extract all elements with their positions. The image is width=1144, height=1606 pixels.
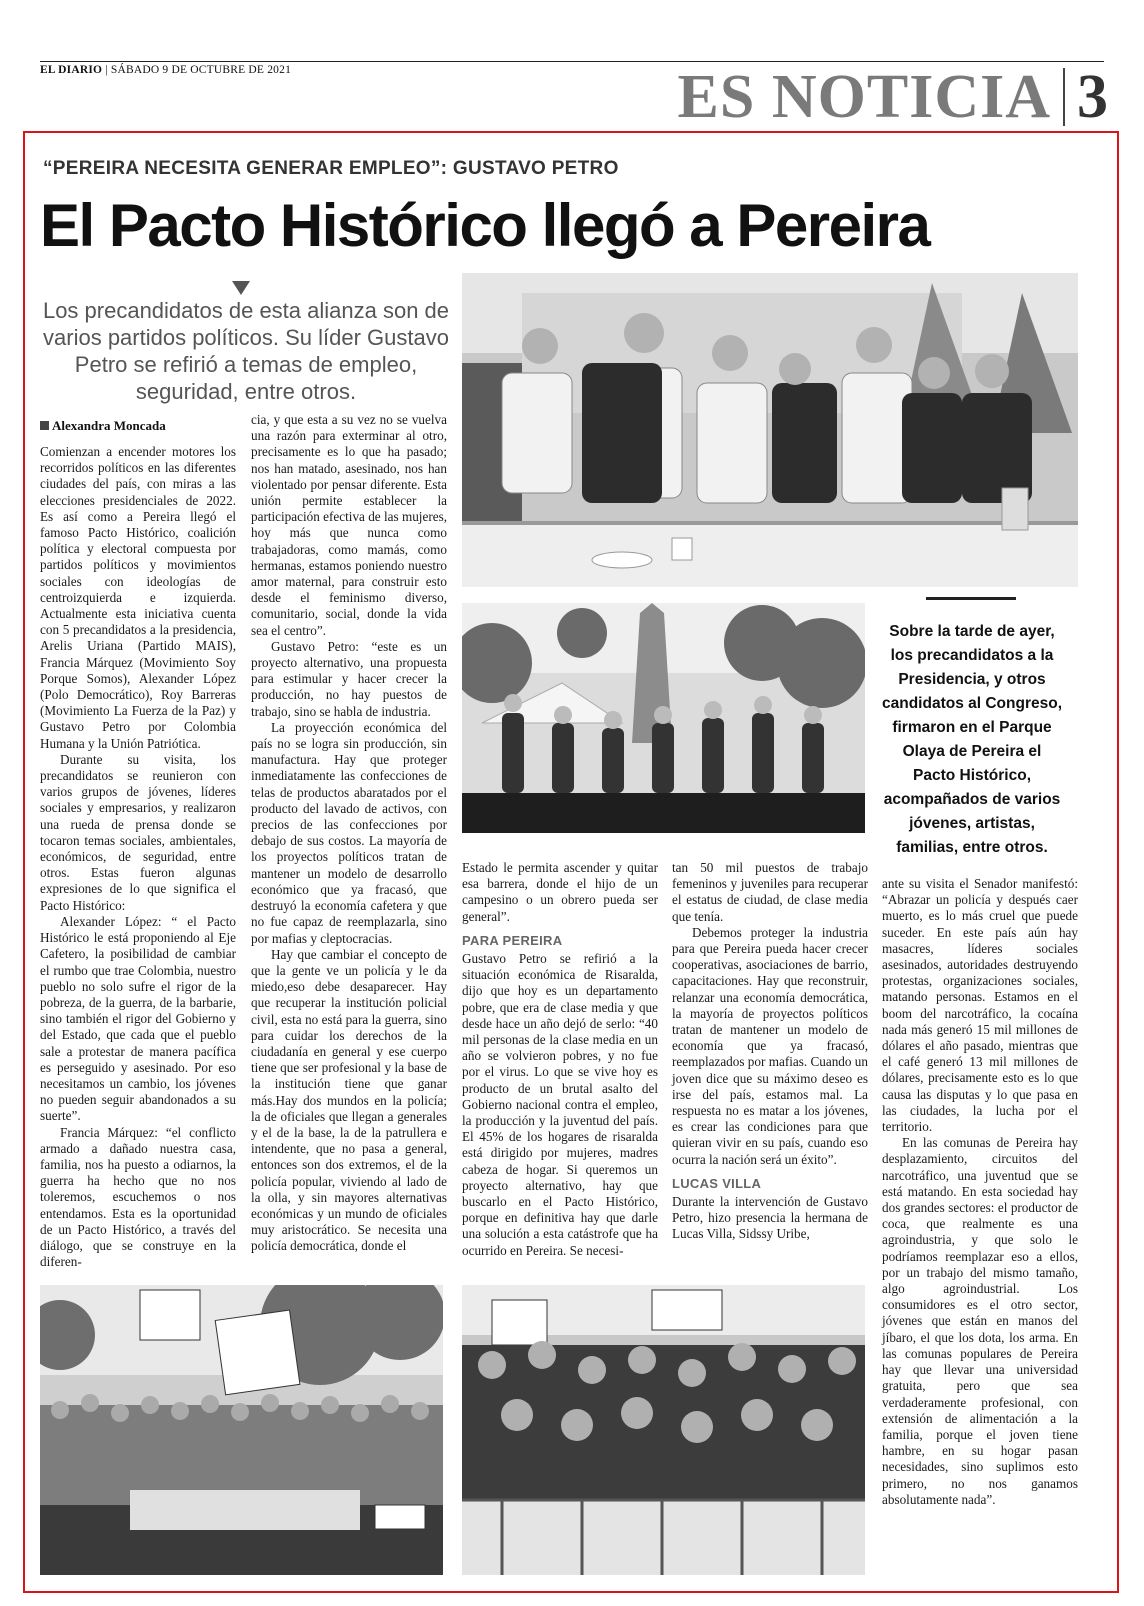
- paragraph: tan 50 mil puestos de trabajo femeninos y juveniles para recuperar el estatus de ciudad, de clase media que tenía.: [672, 860, 868, 924]
- text-column-5: [882, 876, 1078, 1508]
- masthead-info: [40, 64, 291, 76]
- text-column-3: [462, 860, 658, 1259]
- section-divider: [1063, 68, 1065, 126]
- section-name: ES NOTICIA: [677, 63, 1051, 131]
- pull-quote: Sobre la tarde de ayer, los precandidatos a la Presidencia, y otros candidatos al Congreso, firmaron en el Parque Olaya de Pereira el Pacto Histórico, acompañados de varios jóvenes, artistas, familias, entre otros.: [882, 623, 1063, 856]
- paragraph: Alexander López: “ el Pacto Histórico le está proponiendo al Eje Cafetero, la posibilidad de cambiar el rumbo que trae Colombia, nuestro pueblo no solo sufre el rigor de la pobreza, de la guerra, de la barbarie, sino también el rigor del Gobierno y del Estado, que cada que el pueblo sale a protestar de manera pacífica es perseguido y asesinado. Por eso necesitamos un cambio, los jóvenes no pueden seguir abandonados a su suerte”.: [40, 913, 236, 1124]
- paragraph: Gustavo Petro: “este es un proyecto alternativo, una propuesta para estimular y hacer crecer la producción, no hay puestos de trabajo, sino se habla de industria.: [251, 638, 447, 719]
- text-column-2: [251, 412, 447, 1255]
- paragraph: Gustavo Petro se refirió a la situación económica de Risaralda, dijo que hoy es un departamento pobre, que era de clase media y que desde hace un año dejó de serlo: “40 mil personas de la clase media en un año se volvieron pobres, y no fue por el virus. Lo que se vive hoy es producto de un brutal asalto del Gobierno nacional contra el empleo, la producción y la juventud del país. El 45% de los hogares de risaralda está dirigido por mujeres, madres cabeza de hogar. Si queremos un proyecto alternativo, hay que buscarlo en el Pacto Histórico, porque en definitiva hay que darle una solución a esta catástrofe que ha ocurrido en Pereira. Se necesi-: [462, 951, 658, 1258]
- article-headline: El Pacto Histórico llegó a Pereira: [40, 192, 930, 259]
- paragraph: ante su visita el Senador manifestó: “Abrazar un policía y después caer muerto, es lo más cruel que puede suceder. En este país aún hay masacres, líderes sociales asesinados, autoridades destruyendo protestas, organizaciones sociales, matando personas. Estamos en el boom del narcotráfico, la cocaína nada más generó 15 mil millones de dólares el año pasado, mientras que el café generó 13 mil millones de dólares, precisamente esto es lo que causa las disputas y lo que pasa en las ciudades, la lucha por el territorio.: [882, 876, 1078, 1135]
- pull-quote-rule: [926, 597, 1016, 600]
- paragraph: Debemos proteger la industria para que Pereira pueda hacer crecer cooperativas, asociaciones de barrio, capacitaciones. Hay que reconstruir, relanzar una economía democrática, la mayoría de proyectos políticos tratan de mantener un modelo de economía que ya fracasó, reemplazados por mafias. Cuando un joven dice que su máximo deseo es irse del país, estamos mal. La respuesta no es matar a los jóvenes, es crear las condiciones para que quieran vivir en su país, cuando eso ocurra la nación será un éxito”.: [672, 924, 868, 1167]
- photo-candidates-group: [462, 273, 1078, 587]
- page-number: 3: [1077, 63, 1108, 131]
- text-column-1: [40, 444, 236, 1270]
- text-column-4: [672, 860, 868, 1243]
- paragraph: Durante la intervención de Gustavo Petro, hizo presencia la hermana de Lucas Villa, Sidssy Uribe,: [672, 1194, 868, 1242]
- photo-crowd-left: [40, 1285, 443, 1575]
- paragraph: Francia Márquez: “el conflicto armado a dañado nuestra casa, familia, nos ha puesto a odiarnos, la guerra ha hecho que no nos toleremos, escuchemos o nos entendamos. Esta es la oportunidad de un Pacto Histórico, a través del diálogo, que se construye en la diferen-: [40, 1124, 236, 1270]
- triangle-down-icon: [232, 281, 250, 295]
- paragraph: Durante su visita, los precandidatos se reunieron con varios grupos de jóvenes, líderes sociales y empresarios, y realizaron una rueda de prensa donde se tocaron temas sociales, ambientales, económicos, de seguridad, entre otros. Estas fueron algunas expresiones de lo que significa el Pacto Histórico:: [40, 751, 236, 913]
- subheading-para-pereira: PARA PEREIRA: [462, 932, 563, 948]
- subheading-lucas-villa: LUCAS VILLA: [672, 1175, 762, 1191]
- byline: [40, 418, 166, 434]
- paper-name: EL DIARIO: [40, 64, 103, 76]
- article-kicker: “PEREIRA NECESITA GENERAR EMPLEO”: GUSTAVO PETRO: [43, 158, 619, 179]
- paragraph: La proyección económica del país no se logra sin producción, sin manufactura. Hay que proteger inmediatamente las confecciones de telas de productos abaratados por el producto del lavado de activos, con precios de las confecciones por debajo de sus costos. La mayoría de los proyectos políticos tratan de mantener un modelo de desarrollo económico que ya fracasó, que destruyó la economía cafetera y que no fue capaz de reemplazarla, sino por mafias y cleptocracias.: [251, 719, 447, 946]
- masthead-separator: |: [105, 64, 108, 76]
- author-name: Alexandra Moncada: [52, 418, 166, 433]
- masthead-rule: [40, 61, 1104, 62]
- photo-crowd-right: [462, 1285, 865, 1575]
- article-deck: Los precandidatos de esta alianza son de varios partidos políticos. Su líder Gustavo Petro se refirió a temas de empleo, seguridad, entre otros.: [42, 298, 450, 404]
- paragraph: Comienzan a encender motores los recorridos políticos en las diferentes ciudades del país, con miras a las elecciones presidenciales de 2022. Es así como a Pereira llegó el famoso Pacto Histórico, coalición política y electoral compuesta por partidos políticos y movimientos sociales con ideologías de centroizquierda e izquierda. Actualmente esta iniciativa cuenta con 5 precandidatos a la presidencia, Arelis Uriana (Partido MAIS), Francia Márquez (Movimiento Soy Porque Somos), Alexander López (Polo Democrático), Roy Barreras (Movimiento La Fuerza de la Paz) y Gustavo Petro por Colombia Humana y la Unión Patriótica.: [40, 444, 236, 751]
- photo-park-event: [462, 603, 865, 833]
- section-header: [677, 63, 1109, 131]
- paragraph: cia, y que esta a su vez no se vuelva una razón para exterminar al otro, precisamente es lo que ha pasado; nos han matado, asesinado, nos han violentado por pensar diferente. Esta unión permite establecer la participación efectiva de las mujeres, hoy más que nunca como trabajadoras, como mamás, como hermanas, estamos poniendo nuestro amor maternal, para construir esto desde el feminismo diverso, comunitario, social, donde la vida sea el centro”.: [251, 412, 447, 638]
- paragraph: Hay que cambiar el concepto de que la gente ve un policía y le da miedo,eso debe desaparecer. Hay que recuperar la institución policial civil, esta no está para la guerra, sino para cuidar los derechos de la ciudadanía en general y ese cuerpo tiene que ser profesional y la base de la institución tiene que ganar más.Hay dos mundos en la policía; la de oficiales que llegan a generales y el de la base, la de la patrullera e intendente, que no pasa a general, entonces son dos extremos, el de la policía popular, viviendo al lado de la olla, y sin mayores alternativas económicas y un mundo de oficiales muy aristocrático. Se necesita una policía democrática, donde el: [251, 946, 447, 1254]
- paragraph: Estado le permita ascender y quitar esa barrera, donde el hijo de un campesino o un obrero pueda ser general”.: [462, 860, 658, 924]
- issue-date: SÁBADO 9 DE OCTUBRE DE 2021: [110, 64, 292, 76]
- paragraph: En las comunas de Pereira hay desplazamiento, circuitos del narcotráfico, una juventud que se está matando. En esta sociedad hay dos grandes sectores: el productor de coca, que realmente es una agroindustria, y que solo le podríamos reemplazar eso a ellos, por un trabajo del mismo tamaño, algo agroindustrial. Los consumidores es el otro sector, jóvenes que están en manos del jíbaro, el que los dota, los arma. En las comunas populares de Pereira hay que llevar una universidad gratuita, pero que sea verdaderamente profesional, con extensión de alimentación a la familia, porque el joven tiene hambre, en su hogar pasan necesidades, sino suplimos esto primero, no nos ganamos absolutamente nada”.: [882, 1135, 1078, 1507]
- square-bullet-icon: [40, 421, 49, 430]
